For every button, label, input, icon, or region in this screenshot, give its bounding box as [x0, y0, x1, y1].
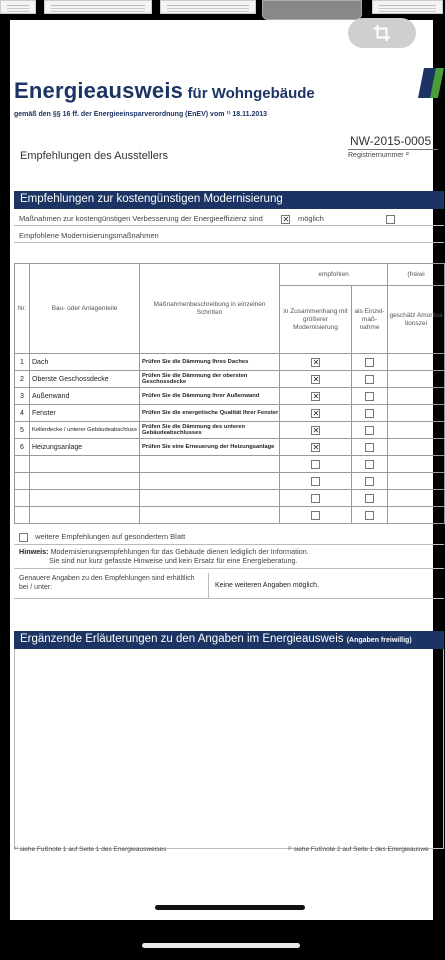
row-nr: 1 — [15, 354, 30, 371]
registration-number: NW-2015-0005 — [350, 134, 432, 148]
combined-checkbox[interactable] — [311, 375, 320, 384]
page-thumbnail-selected[interactable] — [262, 0, 362, 20]
single-checkbox[interactable] — [365, 494, 374, 503]
document-title — [14, 78, 315, 104]
col-component: Bau- oder Anlagenteile — [30, 264, 140, 354]
crop-icon — [373, 24, 391, 42]
logo-icon — [414, 66, 444, 100]
details-row — [14, 573, 444, 599]
possible-checkbox[interactable] — [281, 215, 290, 224]
row-component: Heizungsanlage — [30, 439, 140, 456]
row-component: Oberste Geschossdecke — [30, 371, 140, 388]
row-description: Prüfen Sie die Dämmung des unteren Gebäudeabschlusses — [140, 422, 280, 439]
footnote-2: ²⁾ siehe Fußnote 2 auf Seite 1 des Energieauswe — [288, 846, 429, 853]
col-recommended: empfohlen — [280, 264, 388, 286]
title-secondary: für Wohngebäude — [187, 85, 315, 102]
measures-text: Maßnahmen zur kostengünstigen Verbesserung der Energieeffizienz sind — [19, 214, 263, 223]
table-row-empty — [15, 507, 445, 524]
table-row — [15, 422, 445, 439]
modernization-header-text: Empfehlungen zur kostengünstigen Modernisierung — [20, 193, 283, 205]
details-label: Genauere Angaben zu den Empfehlungen sind erhältlich bei / unter: — [19, 575, 195, 591]
row-nr: 2 — [15, 371, 30, 388]
further-recommendations-row — [14, 529, 444, 545]
row-description: Prüfen Sie die Dämmung der obersten Geschossdecke — [140, 371, 280, 388]
combined-checkbox[interactable] — [311, 409, 320, 418]
col-combined: in Zusammenhang mit größerer Modernisierung — [280, 286, 352, 354]
combined-checkbox[interactable] — [311, 426, 320, 435]
single-checkbox[interactable] — [365, 409, 374, 418]
thumbnail-strip — [0, 0, 443, 20]
crop-button[interactable] — [348, 18, 416, 48]
single-checkbox[interactable] — [365, 460, 374, 469]
table-row-empty — [15, 473, 445, 490]
supplement-notes-box[interactable] — [14, 649, 444, 849]
row-component: Außenwand — [30, 388, 140, 405]
row-description: Prüfen Sie eine Erneuerung der Heizungsanlage — [140, 439, 280, 456]
row-description: Prüfen Sie die Dämmung Ihrer Außenwand — [140, 388, 280, 405]
col-amortization: geschätz Amortisa tionszei — [388, 286, 445, 354]
supplement-header — [14, 631, 444, 649]
measures-row — [14, 211, 444, 226]
row-description: Prüfen Sie die Dämmung Ihres Daches — [140, 354, 280, 371]
table-row — [15, 354, 445, 371]
supplement-aside: (Angaben freiwillig) — [346, 637, 412, 644]
row-component: Dach — [30, 354, 140, 371]
table-row — [15, 388, 445, 405]
single-checkbox[interactable] — [365, 511, 374, 520]
combined-checkbox[interactable] — [311, 358, 320, 367]
hint-label: Hinweis: — [19, 547, 49, 556]
page-thumbnail[interactable] — [0, 0, 36, 14]
hint-line-2: Sie sind nur kurz gefasste Hinweise und kein Ersatz für eine Energieberatung. — [49, 556, 298, 565]
registration-label: Registriernummer ²⁾ — [348, 152, 410, 159]
supplement-header-text: Ergänzende Erläuterungen zu den Angaben im Energieausweis — [20, 633, 344, 645]
single-checkbox[interactable] — [365, 358, 374, 367]
col-optional: (freiwi — [388, 264, 445, 286]
row-component: Kellerdecke / unterer Gebäudeabschluss — [30, 422, 140, 439]
combined-checkbox[interactable] — [311, 494, 320, 503]
col-description: Maßnahmenbeschreibung in einzelnen Schritten — [140, 264, 280, 354]
combined-checkbox[interactable] — [311, 511, 320, 520]
table-row — [15, 371, 445, 388]
hint-block — [14, 547, 444, 569]
row-nr: 3 — [15, 388, 30, 405]
single-checkbox[interactable] — [365, 477, 374, 486]
col-single: als Einzel-maß-nahme — [352, 286, 388, 354]
recommended-header: Empfohlene Modernisierungsmaßnahmen — [19, 231, 159, 240]
table-row — [15, 405, 445, 422]
row-nr: 5 — [15, 422, 30, 439]
combined-checkbox[interactable] — [311, 460, 320, 469]
further-recommendations-checkbox[interactable] — [19, 533, 28, 542]
document-subtitle: gemäß den §§ 16 ff. der Energieeinsparverordnung (EnEV) vom ¹⁾ 18.11.2013 — [14, 111, 268, 118]
combined-checkbox[interactable] — [311, 443, 320, 452]
footnote-1: ¹⁾ siehe Fußnote 1 auf Seite 1 des Energieausweises — [14, 846, 167, 853]
col-nr: Nr. — [15, 264, 30, 354]
modernization-header — [14, 191, 444, 209]
title-main: Energieausweis — [14, 78, 184, 103]
row-description: Prüfen Sie die energetische Qualität Ihrer Fenster — [140, 405, 280, 422]
page-thumbnail[interactable] — [160, 0, 256, 14]
single-checkbox[interactable] — [365, 375, 374, 384]
recommended-header-row — [14, 228, 444, 243]
table-row-empty — [15, 490, 445, 507]
document-page — [10, 20, 443, 920]
recommendations-table — [14, 263, 445, 524]
row-nr: 4 — [15, 405, 30, 422]
combined-checkbox[interactable] — [311, 392, 320, 401]
recommendations-title: Empfehlungen des Ausstellers — [20, 150, 168, 162]
row-component: Fenster — [30, 405, 140, 422]
table-row-empty — [15, 456, 445, 473]
home-indicator[interactable] — [142, 943, 300, 948]
details-value: Keine weiteren Angaben möglich. — [208, 573, 319, 599]
single-checkbox[interactable] — [365, 443, 374, 452]
row-nr: 6 — [15, 439, 30, 456]
single-checkbox[interactable] — [365, 392, 374, 401]
possible-label: möglich — [297, 214, 324, 223]
further-recommendations-label: weitere Empfehlungen auf gesondertem Blatt — [35, 532, 186, 541]
page-thumbnail[interactable] — [372, 0, 443, 14]
page-scroll-indicator — [155, 905, 305, 910]
single-checkbox[interactable] — [365, 426, 374, 435]
page-thumbnail[interactable] — [44, 0, 152, 14]
table-row — [15, 439, 445, 456]
combined-checkbox[interactable] — [311, 477, 320, 486]
not-possible-checkbox[interactable] — [386, 215, 395, 224]
divider — [348, 149, 438, 150]
hint-line-1: Modernisierungsempfehlungen für das Gebäude dienen lediglich der Information. — [50, 547, 309, 556]
